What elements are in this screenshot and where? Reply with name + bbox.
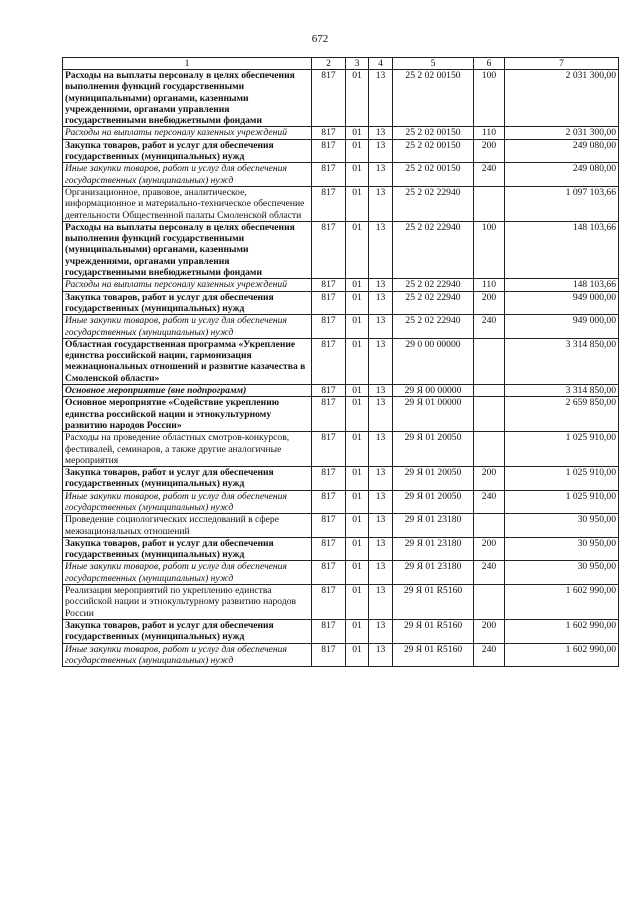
amount-cell: 148 103,66: [505, 279, 619, 291]
expense-type-cell: 200: [474, 537, 505, 561]
expense-name-cell: Расходы на выплаты персоналу казенных учреждений: [63, 279, 312, 291]
subsection-code-cell: 13: [369, 139, 393, 163]
section-code-cell: 01: [346, 279, 369, 291]
expense-name-cell: Иные закупки товаров, работ и услуг для обеспечения государственных (муниципальных) нужд: [63, 561, 312, 585]
section-code-cell: 01: [346, 338, 369, 384]
budget-table-body: [63, 58, 619, 667]
section-code-cell: 01: [346, 385, 369, 397]
subsection-code-cell: 13: [369, 291, 393, 315]
target-article-cell: 25 2 02 22940: [393, 315, 474, 339]
amount-cell: 30 950,00: [505, 561, 619, 585]
subsection-code-cell: 13: [369, 490, 393, 514]
expense-type-cell: 200: [474, 467, 505, 491]
section-code-cell: 01: [346, 619, 369, 643]
expense-name-cell: Расходы на выплаты персоналу в целях обеспечения выполнения функций государственными (муниципальными) органами, казенными учреждениями, органами управления государственными внебюджетными фондами: [63, 221, 312, 278]
amount-cell: 949 000,00: [505, 315, 619, 339]
expense-type-cell: [474, 186, 505, 221]
target-article-cell: 25 2 02 00150: [393, 139, 474, 163]
ministry-code-cell: 817: [312, 514, 346, 538]
header-cell-7: 7: [505, 58, 619, 70]
table-row: [63, 619, 619, 643]
subsection-code-cell: 13: [369, 537, 393, 561]
amount-cell: 30 950,00: [505, 514, 619, 538]
table-row: [63, 338, 619, 384]
subsection-code-cell: 13: [369, 619, 393, 643]
ministry-code-cell: 817: [312, 315, 346, 339]
target-article-cell: 25 2 02 22940: [393, 186, 474, 221]
expense-name-cell: Иные закупки товаров, работ и услуг для обеспечения государственных (муниципальных) нужд: [63, 490, 312, 514]
target-article-cell: 29 Я 01 R5160: [393, 585, 474, 620]
budget-table: [62, 57, 619, 667]
table-row: [63, 514, 619, 538]
table-row: [63, 291, 619, 315]
expense-type-cell: 240: [474, 561, 505, 585]
amount-cell: 1 025 910,00: [505, 467, 619, 491]
target-article-cell: 29 Я 01 23180: [393, 561, 474, 585]
expense-type-cell: [474, 338, 505, 384]
expense-type-cell: 200: [474, 291, 505, 315]
table-row: [63, 221, 619, 278]
table-row: [63, 139, 619, 163]
expense-type-cell: 240: [474, 643, 505, 667]
section-code-cell: 01: [346, 432, 369, 467]
target-article-cell: 25 2 02 00150: [393, 127, 474, 139]
ministry-code-cell: 817: [312, 585, 346, 620]
expense-name-cell: Расходы на выплаты персоналу в целях обеспечения выполнения функций государственными (муниципальными) органами, казенными учреждениями, органами управления государственными внебюджетными фондами: [63, 70, 312, 127]
section-code-cell: 01: [346, 315, 369, 339]
target-article-cell: 29 Я 01 R5160: [393, 643, 474, 667]
section-code-cell: 01: [346, 643, 369, 667]
amount-cell: 3 314 850,00: [505, 338, 619, 384]
subsection-code-cell: 13: [369, 186, 393, 221]
subsection-code-cell: 13: [369, 338, 393, 384]
expense-name-cell: Областная государственная программа «Укрепление единства российской нации, гармонизация межнациональных отношений и развитие казачества в Смоленской области»: [63, 338, 312, 384]
section-code-cell: 01: [346, 514, 369, 538]
table-row: [63, 186, 619, 221]
amount-cell: 949 000,00: [505, 291, 619, 315]
section-code-cell: 01: [346, 127, 369, 139]
table-row: [63, 561, 619, 585]
target-article-cell: 25 2 02 22940: [393, 279, 474, 291]
expense-name-cell: Иные закупки товаров, работ и услуг для обеспечения государственных (муниципальных) нужд: [63, 315, 312, 339]
ministry-code-cell: 817: [312, 338, 346, 384]
section-code-cell: 01: [346, 490, 369, 514]
expense-type-cell: 240: [474, 163, 505, 187]
subsection-code-cell: 13: [369, 561, 393, 585]
amount-cell: 1 602 990,00: [505, 643, 619, 667]
target-article-cell: 29 Я 01 23180: [393, 537, 474, 561]
target-article-cell: 29 Я 01 20050: [393, 490, 474, 514]
amount-cell: 2 659 850,00: [505, 397, 619, 432]
table-row: [63, 70, 619, 127]
subsection-code-cell: 13: [369, 127, 393, 139]
target-article-cell: 29 Я 00 00000: [393, 385, 474, 397]
ministry-code-cell: 817: [312, 537, 346, 561]
expense-name-cell: Проведение социологических исследований в сфере межнациональных отношений: [63, 514, 312, 538]
ministry-code-cell: 817: [312, 221, 346, 278]
ministry-code-cell: 817: [312, 186, 346, 221]
subsection-code-cell: 13: [369, 279, 393, 291]
target-article-cell: 25 2 02 22940: [393, 291, 474, 315]
target-article-cell: 25 2 02 22940: [393, 221, 474, 278]
expense-type-cell: [474, 585, 505, 620]
amount-cell: 148 103,66: [505, 221, 619, 278]
amount-cell: 249 080,00: [505, 163, 619, 187]
subsection-code-cell: 13: [369, 397, 393, 432]
expense-type-cell: 240: [474, 490, 505, 514]
expense-name-cell: Расходы на проведение областных смотров-конкурсов, фестивалей, семинаров, а также другие аналогичные мероприятия: [63, 432, 312, 467]
expense-name-cell: Основное мероприятие «Содействие укреплению единства российской нации и этнокультурному развитию народов России»: [63, 397, 312, 432]
table-row: [63, 397, 619, 432]
expense-name-cell: Основное мероприятие (вне подпрограмм): [63, 385, 312, 397]
expense-type-cell: [474, 432, 505, 467]
amount-cell: 249 080,00: [505, 139, 619, 163]
expense-type-cell: 110: [474, 279, 505, 291]
section-code-cell: 01: [346, 467, 369, 491]
expense-type-cell: [474, 385, 505, 397]
section-code-cell: 01: [346, 163, 369, 187]
expense-name-cell: Расходы на выплаты персоналу казенных учреждений: [63, 127, 312, 139]
subsection-code-cell: 13: [369, 70, 393, 127]
target-article-cell: 25 2 02 00150: [393, 70, 474, 127]
amount-cell: 1 602 990,00: [505, 585, 619, 620]
table-row: [63, 467, 619, 491]
expense-name-cell: Закупка товаров, работ и услуг для обеспечения государственных (муниципальных) нужд: [63, 291, 312, 315]
amount-cell: 2 031 300,00: [505, 70, 619, 127]
expense-type-cell: 200: [474, 619, 505, 643]
ministry-code-cell: 817: [312, 643, 346, 667]
section-code-cell: 01: [346, 186, 369, 221]
table-header-row: [63, 58, 619, 70]
table-row: [63, 490, 619, 514]
section-code-cell: 01: [346, 561, 369, 585]
subsection-code-cell: 13: [369, 514, 393, 538]
ministry-code-cell: 817: [312, 619, 346, 643]
target-article-cell: 29 Я 01 20050: [393, 432, 474, 467]
section-code-cell: 01: [346, 70, 369, 127]
target-article-cell: 29 Я 01 20050: [393, 467, 474, 491]
ministry-code-cell: 817: [312, 385, 346, 397]
expense-type-cell: 240: [474, 315, 505, 339]
header-cell-3: 3: [346, 58, 369, 70]
table-row: [63, 315, 619, 339]
table-row: [63, 127, 619, 139]
section-code-cell: 01: [346, 537, 369, 561]
section-code-cell: 01: [346, 139, 369, 163]
page-number: 672: [311, 33, 329, 45]
section-code-cell: 01: [346, 397, 369, 432]
subsection-code-cell: 13: [369, 585, 393, 620]
ministry-code-cell: 817: [312, 291, 346, 315]
ministry-code-cell: 817: [312, 432, 346, 467]
amount-cell: 1 097 103,66: [505, 186, 619, 221]
expense-name-cell: Закупка товаров, работ и услуг для обеспечения государственных (муниципальных) нужд: [63, 537, 312, 561]
expense-name-cell: Реализация мероприятий по укреплению единства российской нации и этнокультурному развитию народов России: [63, 585, 312, 620]
expense-type-cell: [474, 514, 505, 538]
amount-cell: 30 950,00: [505, 537, 619, 561]
expense-type-cell: 110: [474, 127, 505, 139]
ministry-code-cell: 817: [312, 279, 346, 291]
ministry-code-cell: 817: [312, 127, 346, 139]
expense-type-cell: [474, 397, 505, 432]
header-cell-1: 1: [63, 58, 312, 70]
target-article-cell: 29 Я 01 00000: [393, 397, 474, 432]
ministry-code-cell: 817: [312, 70, 346, 127]
expense-name-cell: Организационное, правовое, аналитическое, информационное и материально-техническое обеспечение деятельности Общественной палаты Смоленской области: [63, 186, 312, 221]
table-row: [63, 279, 619, 291]
ministry-code-cell: 817: [312, 139, 346, 163]
table-row: [63, 643, 619, 667]
expense-type-cell: 200: [474, 139, 505, 163]
expense-name-cell: Закупка товаров, работ и услуг для обеспечения государственных (муниципальных) нужд: [63, 139, 312, 163]
amount-cell: 1 025 910,00: [505, 432, 619, 467]
table-row: [63, 385, 619, 397]
amount-cell: 2 031 300,00: [505, 127, 619, 139]
subsection-code-cell: 13: [369, 221, 393, 278]
table-row: [63, 163, 619, 187]
target-article-cell: 29 Я 01 23180: [393, 514, 474, 538]
header-cell-5: 5: [393, 58, 474, 70]
target-article-cell: 25 2 02 00150: [393, 163, 474, 187]
header-cell-2: 2: [312, 58, 346, 70]
subsection-code-cell: 13: [369, 467, 393, 491]
header-cell-6: 6: [474, 58, 505, 70]
header-cell-4: 4: [369, 58, 393, 70]
section-code-cell: 01: [346, 291, 369, 315]
section-code-cell: 01: [346, 221, 369, 278]
ministry-code-cell: 817: [312, 163, 346, 187]
expense-name-cell: Закупка товаров, работ и услуг для обеспечения государственных (муниципальных) нужд: [63, 467, 312, 491]
subsection-code-cell: 13: [369, 643, 393, 667]
subsection-code-cell: 13: [369, 163, 393, 187]
expense-name-cell: Иные закупки товаров, работ и услуг для обеспечения государственных (муниципальных) нужд: [63, 643, 312, 667]
ministry-code-cell: 817: [312, 490, 346, 514]
table-row: [63, 537, 619, 561]
table-row: [63, 432, 619, 467]
table-row: [63, 585, 619, 620]
subsection-code-cell: 13: [369, 385, 393, 397]
subsection-code-cell: 13: [369, 315, 393, 339]
ministry-code-cell: 817: [312, 467, 346, 491]
section-code-cell: 01: [346, 585, 369, 620]
expense-name-cell: Закупка товаров, работ и услуг для обеспечения государственных (муниципальных) нужд: [63, 619, 312, 643]
expense-type-cell: 100: [474, 221, 505, 278]
subsection-code-cell: 13: [369, 432, 393, 467]
expense-type-cell: 100: [474, 70, 505, 127]
ministry-code-cell: 817: [312, 561, 346, 585]
amount-cell: 1 602 990,00: [505, 619, 619, 643]
amount-cell: 3 314 850,00: [505, 385, 619, 397]
ministry-code-cell: 817: [312, 397, 346, 432]
expense-name-cell: Иные закупки товаров, работ и услуг для обеспечения государственных (муниципальных) нужд: [63, 163, 312, 187]
target-article-cell: 29 0 00 00000: [393, 338, 474, 384]
amount-cell: 1 025 910,00: [505, 490, 619, 514]
target-article-cell: 29 Я 01 R5160: [393, 619, 474, 643]
